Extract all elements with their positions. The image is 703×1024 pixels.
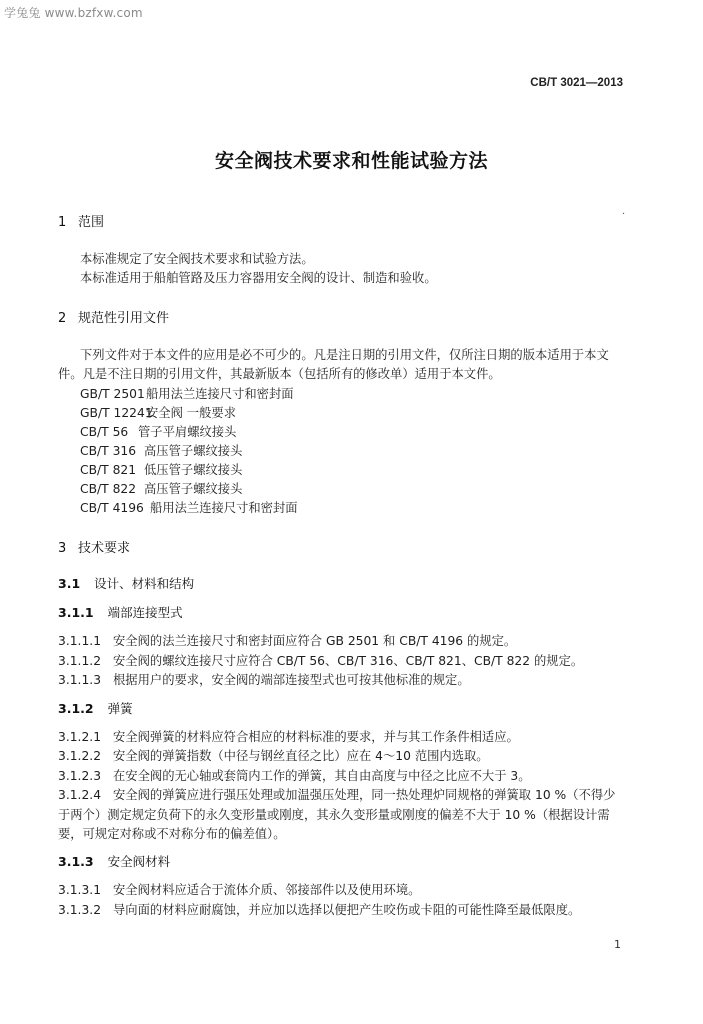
clause-number: 3.1.2.2: [58, 749, 102, 763]
reference-title: 高压管子螺纹接头: [144, 444, 243, 458]
section-title: 范围: [78, 215, 105, 230]
clause-item: [58, 746, 489, 764]
section-1-heading: [58, 211, 104, 230]
subsection-title: 安全阀材料: [107, 854, 171, 869]
clause-text: 安全阀的弹簧应进行强压处理或加温强压处理，同一热处理炉同规格的弹簧取 10 %（不得少: [113, 788, 616, 802]
section-title: 规范性引用文件: [78, 311, 170, 326]
reference-code: CB/T 56: [80, 425, 129, 439]
section-2-heading: [58, 307, 169, 326]
reference-item: [80, 384, 294, 402]
clause-item: [58, 880, 420, 898]
section-title: 技术要求: [78, 541, 131, 556]
reference-title: 低压管子螺纹接头: [144, 463, 243, 477]
clause-item-line-3: 要，可规定对称或不对称分布的偏差值）。: [58, 827, 286, 841]
subsection-title: 弹簧: [107, 701, 133, 716]
subsection-3-1-heading: [58, 574, 194, 592]
reference-code: CB/T 822: [80, 482, 137, 496]
clause-text: 安全阀材料应适合于流体介质、邻接部件以及使用环境。: [113, 883, 421, 897]
reference-item: [80, 441, 242, 459]
clause-number: 3.1.1.1: [58, 634, 102, 648]
page-title: 安全阀技术要求和性能试验方法: [214, 150, 488, 172]
clause-item-line-1: [58, 785, 615, 803]
clause-number: 3.1.1.2: [58, 654, 102, 668]
clause-item: [58, 727, 519, 745]
clause-text: 安全阀的弹簧指数（中径与钢丝直径之比）应在 4～10 范围内选取。: [113, 749, 489, 763]
reference-title: 高压管子螺纹接头: [144, 482, 243, 496]
clause-item: [58, 631, 516, 649]
reference-item: [80, 422, 236, 440]
section-number: 1: [58, 215, 67, 230]
clause-number: 3.1.1.3: [58, 673, 102, 687]
clause-text: 安全阀的法兰连接尺寸和密封面应符合 GB 2501 和 CB/T 4196 的规定。: [113, 634, 517, 648]
reference-title: 船用法兰连接尺寸和密封面: [146, 387, 294, 401]
clause-item: [58, 900, 580, 918]
clause-text: 在安全阀的无心轴或套筒内工作的弹簧，其自由高度与中径之比应不大于 3。: [113, 769, 531, 783]
subsection-title: 设计、材料和结构: [94, 576, 195, 591]
subsection-number: 3.1: [58, 576, 81, 591]
section-number: 2: [58, 311, 67, 326]
clause-item: [58, 651, 583, 669]
reference-item: [80, 498, 298, 516]
watermark: 学兔兔 www.bzfxw.com: [4, 6, 143, 20]
clause-text: 导向面的材料应耐腐蚀，并应加以选择以便把产生咬伤或卡阻的可能性降至最低限度。: [113, 903, 581, 917]
reference-title: 船用法兰连接尺寸和密封面: [150, 501, 298, 515]
reference-code: CB/T 821: [80, 463, 137, 477]
clause-number: 3.1.2.4: [58, 788, 102, 802]
clause-text: 根据用户的要求，安全阀的端部连接型式也可按其他标准的规定。: [113, 673, 470, 687]
subsection-3-1-2-heading: [58, 699, 133, 717]
reference-item: [80, 460, 242, 478]
page-number: 1: [614, 938, 621, 951]
scan-speck: ·: [622, 209, 626, 220]
clause-item: [58, 766, 531, 784]
scope-line-2: 本标准适用于船舶管路及压力容器用安全阀的设计、制造和验收。: [80, 271, 437, 285]
subsection-3-1-3-heading: [58, 852, 170, 870]
references-intro-line-2: 件。凡是不注日期的引用文件，其最新版本（包括所有的修改单）适用于本文件。: [58, 367, 501, 381]
reference-item: [80, 479, 242, 497]
reference-code: GB/T 2501: [80, 387, 145, 401]
subsection-title: 端部连接型式: [107, 605, 183, 620]
reference-title: 管子平肩螺纹接头: [138, 425, 237, 439]
reference-code: GB/T 12241: [80, 406, 153, 420]
clause-text: 安全阀弹簧的材料应符合相应的材料标准的要求，并与其工作条件相适应。: [113, 730, 519, 744]
section-number: 3: [58, 541, 67, 556]
subsection-number: 3.1.2: [58, 701, 94, 716]
clause-number: 3.1.2.3: [58, 769, 102, 783]
references-intro-line-1: 下列文件对于本文件的应用是必不可少的。凡是注日期的引用文件，仅所注日期的版本适用于本文: [80, 348, 609, 362]
clause-number: 3.1.3.2: [58, 903, 102, 917]
standard-number: CB/T 3021—2013: [530, 77, 623, 89]
section-3-heading: [58, 537, 130, 556]
clause-item: [58, 670, 470, 688]
scope-line-1: 本标准规定了安全阀技术要求和试验方法。: [80, 252, 314, 266]
reference-code: CB/T 316: [80, 444, 137, 458]
clause-number: 3.1.3.1: [58, 883, 102, 897]
clause-item-line-2: 于两个）测定规定负荷下的永久变形量或刚度，其永久变形量或刚度的偏差不大于 10 %（根据设计需: [58, 808, 610, 822]
reference-code: CB/T 4196: [80, 501, 144, 515]
reference-item: [80, 403, 236, 421]
clause-number: 3.1.2.1: [58, 730, 102, 744]
subsection-number: 3.1.1: [58, 605, 94, 620]
subsection-3-1-1-heading: [58, 603, 183, 621]
reference-title: 安全阀 一般要求: [146, 406, 236, 420]
subsection-number: 3.1.3: [58, 854, 94, 869]
clause-text: 安全阀的螺纹连接尺寸应符合 CB/T 56、CB/T 316、CB/T 821、CB/T 822 的规定。: [113, 654, 584, 668]
